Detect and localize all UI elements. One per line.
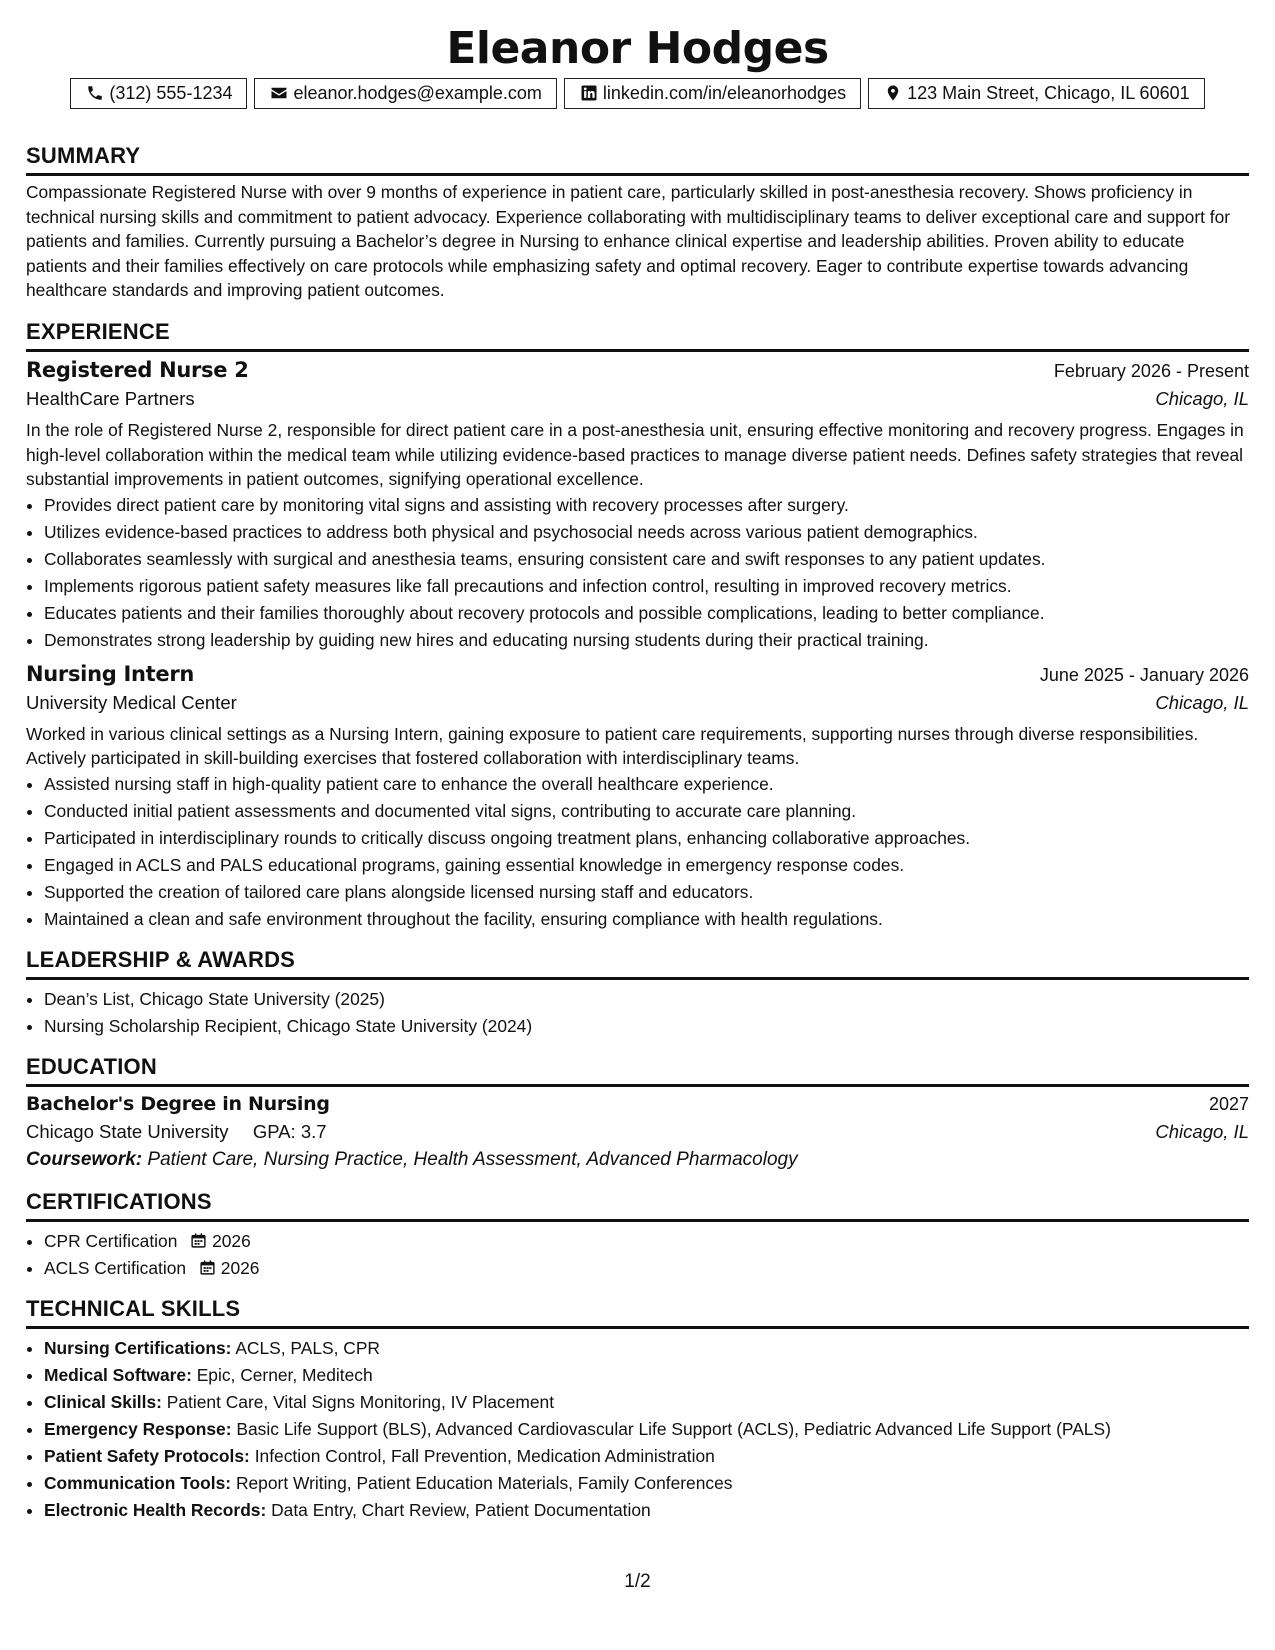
section-title: LEADERSHIP & AWARDS <box>26 947 1249 980</box>
job-title: Registered Nurse 2 <box>26 357 249 382</box>
list-item <box>44 1362 1249 1389</box>
summary-section <box>26 143 1249 303</box>
job-description: Worked in various clinical settings as a Nursing Intern, gaining exposure to patient care requirements, supporting nurses through diverse responsibilities. Actively participated in skill-building exercises that fostered collaboration with interdisciplinary teams. <box>26 723 1199 769</box>
list-item <box>44 1389 1249 1416</box>
linkedin-text: linkedin.com/in/eleanorhodges <box>602 83 847 103</box>
contact-phone[interactable] <box>70 78 247 109</box>
list-item: • Collaborates seamlessly with surgical and anesthesia teams, ensuring consistent care and swift responses to any patient updates. <box>44 546 1249 573</box>
skill-value: Epic, Cerner, Meditech <box>196 1364 373 1385</box>
certifications-list <box>26 1228 1249 1282</box>
map-pin-icon <box>883 83 903 103</box>
awards-list <box>26 986 1249 1040</box>
list-item: • Demonstrates strong leadership by guiding new hires and educating nursing students during their practical training. <box>44 627 1249 654</box>
cert-name: CPR Certification <box>44 1230 178 1251</box>
coursework-label: Coursework: <box>26 1148 143 1170</box>
list-item: • Implements rigorous patient safety measures like fall precautions and infection control, resulting in improved recovery metrics. <box>44 573 1249 600</box>
job-description: In the role of Registered Nurse 2, responsible for direct patient care in a post-anesthesia unit, ensuring effective monitoring and recovery progress. Engages in high-level collaboration within the medical team while utilizing evidence-based practices to manage diverse patient needs. Defines safety strategies that reveal substantial improvements in patient outcomes, signifying operational excellence. <box>26 419 1244 490</box>
skill-label: Electronic Health Records: <box>44 1499 267 1520</box>
list-item <box>44 1443 1249 1470</box>
education-section <box>26 1054 1249 1171</box>
section-title: TECHNICAL SKILLS <box>26 1296 1249 1329</box>
list-item: • Assisted nursing staff in high-quality patient care to enhance the overall healthcare experience. <box>44 771 1249 798</box>
experience-section <box>26 319 1249 933</box>
list-item <box>44 1228 1249 1255</box>
skill-value: Basic Life Support (BLS), Advanced Cardiovascular Life Support (ACLS), Pediatric Advanced Life Support (PALS) <box>236 1418 1111 1439</box>
list-item <box>44 1255 1249 1282</box>
job-location: Chicago, IL <box>1155 387 1249 409</box>
school-location: Chicago, IL <box>1155 1120 1249 1142</box>
job-location: Chicago, IL <box>1155 691 1249 713</box>
skill-label: Medical Software: <box>44 1364 192 1385</box>
job-entry <box>26 662 1249 933</box>
contact-linkedin[interactable] <box>564 78 861 109</box>
coursework-list: Patient Care, Nursing Practice, Health Assessment, Advanced Pharmacology <box>147 1148 798 1170</box>
email-text: eleanor.hodges@example.com <box>293 83 542 103</box>
skill-label: Patient Safety Protocols: <box>44 1445 250 1466</box>
job-bullets <box>26 492 1249 654</box>
list-item: • Utilizes evidence-based practices to address both physical and psychosocial needs across various patient demographics. <box>44 519 1249 546</box>
skill-label: Communication Tools: <box>44 1472 232 1493</box>
skill-label: Emergency Response: <box>44 1418 232 1439</box>
list-item: • Provides direct patient care by monitoring vital signs and assisting with recovery processes after surgery. <box>44 492 1249 519</box>
list-item: • Engaged in ACLS and PALS educational programs, gaining essential knowledge in emergency response codes. <box>44 852 1249 879</box>
list-item <box>44 1470 1249 1497</box>
phone-text: (312) 555-1234 <box>109 83 233 103</box>
job-bullets <box>26 771 1249 933</box>
cert-year: 2026 <box>212 1230 251 1251</box>
list-item: • Maintained a clean and safe environment throughout the facility, ensuring compliance with health regulations. <box>44 906 1249 933</box>
job-dates: February 2026 - Present <box>1053 360 1249 381</box>
list-item <box>44 1335 1249 1362</box>
section-title: CERTIFICATIONS <box>26 1189 1249 1222</box>
job-title: Nursing Intern <box>26 661 195 686</box>
list-item <box>44 1497 1249 1524</box>
gpa: GPA: 3.7 <box>252 1120 327 1142</box>
skill-value: Patient Care, Vital Signs Monitoring, IV Placement <box>166 1391 555 1412</box>
job-entry <box>26 358 1249 654</box>
cert-year: 2026 <box>220 1257 260 1278</box>
skill-label: Nursing Certifications: <box>44 1337 232 1358</box>
certifications-section <box>26 1189 1249 1282</box>
list-item: • Dean’s List, Chicago State University (2025) <box>44 986 1249 1013</box>
list-item <box>44 1416 1249 1443</box>
calendar-icon <box>199 1258 221 1278</box>
list-item: • Nursing Scholarship Recipient, Chicago State University (2024) <box>44 1013 1249 1040</box>
coursework <box>26 1149 1249 1171</box>
skill-value: ACLS, PALS, CPR <box>235 1337 380 1358</box>
summary-text: Compassionate Registered Nurse with over 9 months of experience in patient care, particularly skilled in post-anesthesia recovery. Shows proficiency in technical nursing skills and commitment to patient advocacy. Experience collaborating with multidisciplinary teams to deliver exceptional care and support for patients and families. Currently pursuing a Bachelor’s degree in Nursing to enhance clinical expertise and leadership abilities. Proven ability to educate patients and their families effectively on care protocols while emphasizing safety and optimal recovery. Eager to contribute expertise towards advancing healthcare standards and improving patient outcomes. <box>26 182 1231 301</box>
job-dates: June 2025 - January 2026 <box>1039 664 1249 685</box>
section-title: EXPERIENCE <box>26 319 1249 352</box>
section-title: SUMMARY <box>26 143 1249 176</box>
skills-list <box>26 1335 1249 1524</box>
candidate-name: Eleanor Hodges <box>446 23 829 74</box>
list-item: • Supported the creation of tailored care plans alongside licensed nursing staff and educators. <box>44 879 1249 906</box>
awards-section <box>26 947 1249 1040</box>
section-title: EDUCATION <box>26 1054 1249 1087</box>
skill-value: Report Writing, Patient Education Materials, Family Conferences <box>235 1472 733 1493</box>
skills-section <box>26 1296 1249 1524</box>
calendar-icon <box>190 1231 212 1251</box>
contact-bar <box>26 78 1249 109</box>
list-item: • Conducted initial patient assessments and documented vital signs, contributing to accurate care planning. <box>44 798 1249 825</box>
degree-title: Bachelor's Degree in Nursing <box>26 1092 330 1115</box>
contact-email[interactable] <box>254 78 556 109</box>
cert-name: ACLS Certification <box>44 1257 187 1278</box>
envelope-icon <box>269 83 289 103</box>
graduation-year: 2027 <box>1208 1093 1249 1114</box>
school-name: Chicago State University <box>26 1120 229 1142</box>
job-company: HealthCare Partners <box>26 387 195 409</box>
address-text: 123 Main Street, Chicago, IL 60601 <box>907 83 1190 103</box>
contact-address[interactable] <box>868 78 1205 109</box>
list-item: • Participated in interdisciplinary rounds to critically discuss ongoing treatment plans, enhancing collaborative approaches. <box>44 825 1249 852</box>
skill-value: Infection Control, Fall Prevention, Medication Administration <box>254 1445 715 1466</box>
list-item: • Educates patients and their families thoroughly about recovery protocols and possible complications, leading to better compliance. <box>44 600 1249 627</box>
phone-icon <box>85 83 105 103</box>
linkedin-icon <box>579 83 599 103</box>
skill-value: Data Entry, Chart Review, Patient Documentation <box>271 1499 651 1520</box>
page-number: 1/2 <box>624 1571 651 1592</box>
skill-label: Clinical Skills: <box>44 1391 162 1412</box>
job-company: University Medical Center <box>26 691 237 713</box>
